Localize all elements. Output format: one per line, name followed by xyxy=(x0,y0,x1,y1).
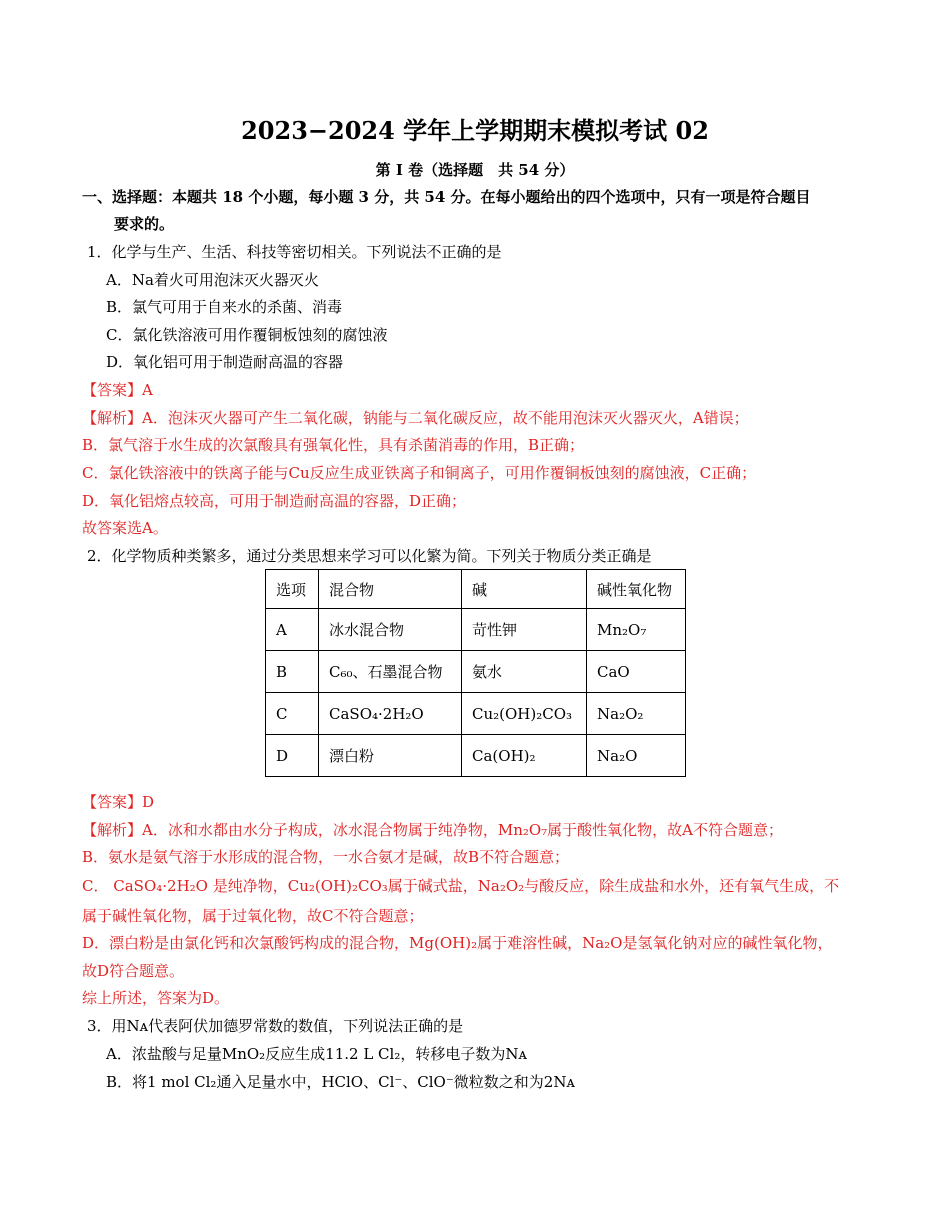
question-3-option-b: B．将1 mol Cl₂通入足量水中，HClO、Cl⁻、ClO⁻微粒数之和为2Nᴀ xyxy=(106,1073,575,1091)
question-1-stem: 1．化学与生产、生活、科技等密切相关。下列说法不正确的是 xyxy=(87,243,502,261)
table-row xyxy=(266,735,686,777)
table-row xyxy=(266,693,686,735)
table-row xyxy=(266,609,686,651)
table-cell: C₆₀、石墨混合物 xyxy=(319,651,462,693)
table-cell: 漂白粉 xyxy=(319,735,462,777)
section-instruction-line1: 一、选择题：本题共 18 个小题，每小题 3 分，共 54 分。在每小题给出的四个选项中，只有一项是符合题目 xyxy=(82,188,811,206)
table-header-cell: 选项 xyxy=(266,570,319,609)
question-1-analysis-line: C．氯化铁溶液中的铁离子能与Cu反应生成亚铁离子和铜离子，可用作覆铜板蚀刻的腐蚀液，C正确； xyxy=(82,464,757,482)
section-instruction-line2: 要求的。 xyxy=(114,215,175,233)
table-cell: D xyxy=(266,735,319,777)
table-cell: B xyxy=(266,651,319,693)
table-cell: 冰水混合物 xyxy=(319,609,462,651)
table-cell: C xyxy=(266,693,319,735)
table-cell: Cu₂(OH)₂CO₃ xyxy=(462,693,587,735)
question-2-answer: 【答案】D xyxy=(82,793,155,811)
table-cell: A xyxy=(266,609,319,651)
table-header-cell: 混合物 xyxy=(319,570,462,609)
question-1-analysis-line: 【解析】A．泡沫灭火器可产生二氧化碳，钠能与二氧化碳反应，故不能用泡沫灭火器灭火，A错误； xyxy=(82,409,749,427)
question-1-option-c: C．氯化铁溶液可用作覆铜板蚀刻的腐蚀液 xyxy=(106,326,388,344)
table-header-cell: 碱 xyxy=(462,570,587,609)
table-cell: 苛性钾 xyxy=(462,609,587,651)
question-2-analysis-line: C． CaSO₄·2H₂O 是纯净物，Cu₂(OH)₂CO₃属于碱式盐，Na₂O₂与酸反应，除生成盐和水外，还有氧气生成，不 xyxy=(82,877,840,895)
question-3-stem: 3．用Nᴀ代表阿伏加德罗常数的数值，下列说法正确的是 xyxy=(87,1017,464,1035)
section-subtitle: 第 I 卷（选择题 共 54 分） xyxy=(375,161,575,179)
question-1-analysis-line: 故答案选A。 xyxy=(82,519,168,537)
table-cell: Na₂O xyxy=(587,735,686,777)
question-1-analysis-line: B．氯气溶于水生成的次氯酸具有强氧化性，具有杀菌消毒的作用，B正确； xyxy=(82,436,585,454)
table-row xyxy=(266,651,686,693)
question-1-answer: 【答案】A xyxy=(82,381,153,399)
question-1-option-a: A．Na着火可用泡沫灭火器灭火 xyxy=(106,271,319,289)
page-title: 2023−2024 学年上学期期末模拟考试 02 xyxy=(241,116,709,145)
classification-table xyxy=(265,569,686,777)
table-cell: CaO xyxy=(587,651,686,693)
question-2-analysis-line: 属于碱性氧化物，属于过氧化物，故C不符合题意； xyxy=(82,907,424,925)
question-2-analysis-line: D．漂白粉是由氯化钙和次氯酸钙构成的混合物，Mg(OH)₂属于难溶性碱，Na₂O是氢氧化钠对应的碱性氧化物， xyxy=(82,934,833,952)
question-2-stem: 2．化学物质种类繁多，通过分类思想来学习可以化繁为简。下列关于物质分类正确是 xyxy=(87,547,652,565)
table-cell: Ca(OH)₂ xyxy=(462,735,587,777)
table-cell: CaSO₄·2H₂O xyxy=(319,693,462,735)
table-cell: 氨水 xyxy=(462,651,587,693)
table-header-row xyxy=(266,570,686,609)
question-3-option-a: A．浓盐酸与足量MnO₂反应生成11.2 L Cl₂，转移电子数为Nᴀ xyxy=(106,1045,527,1063)
question-2-analysis-line: 故D符合题意。 xyxy=(82,962,185,980)
question-2-analysis-line: 【解析】A．冰和水都由水分子构成，冰水混合物属于纯净物，Mn₂O₇属于酸性氧化物，故A不符合题意； xyxy=(82,821,784,839)
table-cell: Na₂O₂ xyxy=(587,693,686,735)
table-cell: Mn₂O₇ xyxy=(587,609,686,651)
table-header-cell: 碱性氧化物 xyxy=(587,570,686,609)
question-1-option-b: B．氯气可用于自来水的杀菌、消毒 xyxy=(106,298,343,316)
question-1-analysis-line: D．氧化铝熔点较高，可用于制造耐高温的容器，D正确； xyxy=(82,492,467,510)
question-1-option-d: D．氧化铝可用于制造耐高温的容器 xyxy=(106,353,344,371)
question-2-analysis-line: 综上所述，答案为D。 xyxy=(82,989,230,1007)
question-2-analysis-line: B．氨水是氨气溶于水形成的混合物，一水合氨才是碱，故B不符合题意； xyxy=(82,848,570,866)
